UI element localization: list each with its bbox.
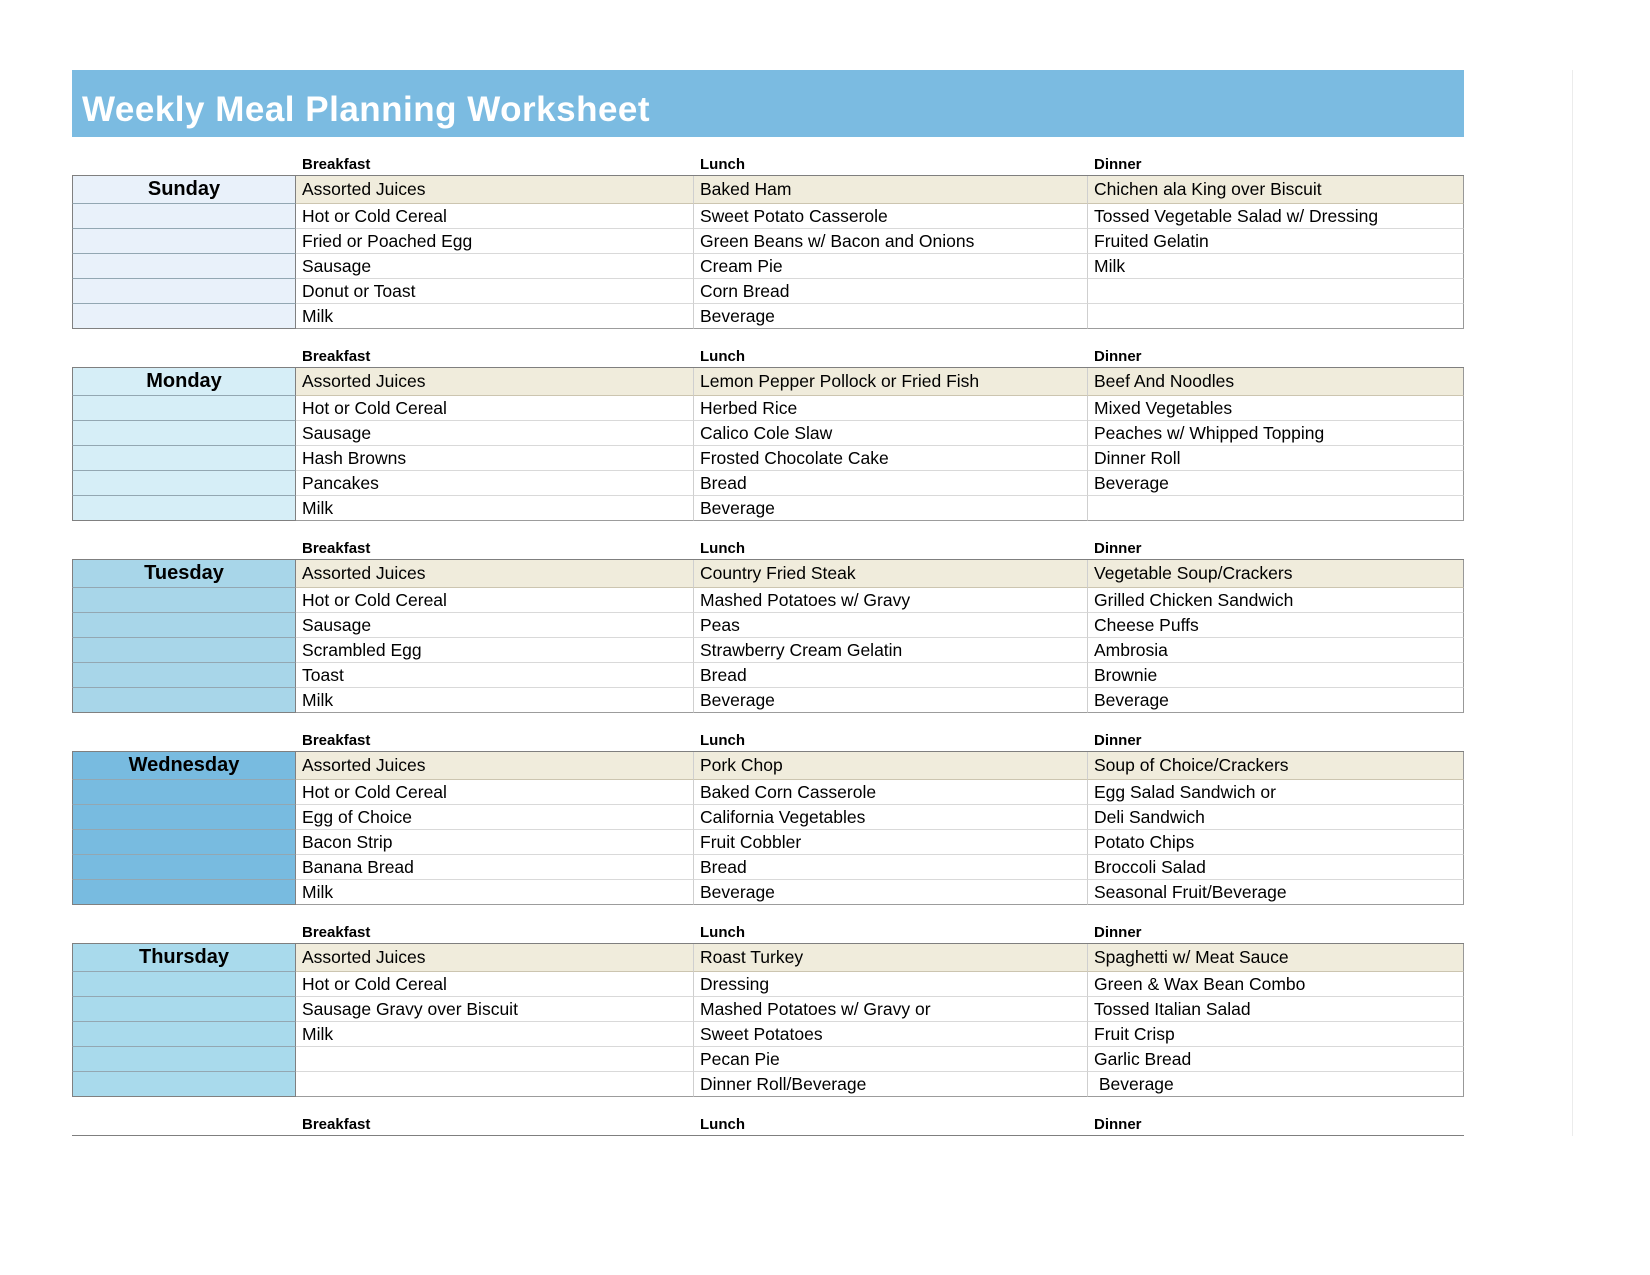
cell-wednesday-lunch-3[interactable]: Fruit Cobbler: [694, 830, 1088, 855]
cell-monday-dinner-5[interactable]: [1088, 496, 1464, 521]
table-row-tuesday-3: [72, 638, 1464, 663]
day-cell-tuesday[interactable]: [72, 638, 296, 663]
cell-thursday-lunch-0[interactable]: Roast Turkey: [694, 944, 1088, 972]
cell-sunday-lunch-5[interactable]: Beverage: [694, 304, 1088, 329]
cell-sunday-dinner-4[interactable]: [1088, 279, 1464, 304]
cell-wednesday-breakfast-2[interactable]: Egg of Choice: [296, 805, 694, 830]
table-row-tuesday-5: [72, 688, 1464, 713]
cell-wednesday-breakfast-1[interactable]: Hot or Cold Cereal: [296, 780, 694, 805]
cell-tuesday-breakfast-2[interactable]: Sausage: [296, 613, 694, 638]
table-row-thursday-5: [72, 1072, 1464, 1097]
background-gridline: [1572, 70, 1573, 1136]
trailing-header-block: [72, 1097, 1464, 1136]
cell-thursday-lunch-4[interactable]: Pecan Pie: [694, 1047, 1088, 1072]
wednesday-meal-header-row: [72, 728, 1464, 752]
cell-tuesday-breakfast-1[interactable]: Hot or Cold Cereal: [296, 588, 694, 613]
cell-wednesday-dinner-3[interactable]: Potato Chips: [1088, 830, 1464, 855]
cell-thursday-dinner-1[interactable]: Green & Wax Bean Combo: [1088, 972, 1464, 997]
cell-tuesday-lunch-2[interactable]: Peas: [694, 613, 1088, 638]
cell-wednesday-breakfast-5[interactable]: Milk: [296, 880, 694, 905]
cell-tuesday-dinner-1[interactable]: Grilled Chicken Sandwich: [1088, 588, 1464, 613]
tuesday-meal-header-lunch[interactable]: Lunch: [694, 536, 1088, 560]
day-cell-wednesday[interactable]: [72, 805, 296, 830]
sunday-header-spacer-cell[interactable]: [72, 152, 296, 176]
cell-monday-lunch-3[interactable]: Frosted Chocolate Cake: [694, 446, 1088, 471]
day-cell-monday[interactable]: Monday: [72, 368, 296, 396]
cell-sunday-breakfast-4[interactable]: Donut or Toast: [296, 279, 694, 304]
table-row-monday-1: [72, 396, 1464, 421]
cell-wednesday-lunch-4[interactable]: Bread: [694, 855, 1088, 880]
cell-wednesday-breakfast-3[interactable]: Bacon Strip: [296, 830, 694, 855]
spacer-row: [72, 329, 1464, 344]
cell-tuesday-breakfast-0[interactable]: Assorted Juices: [296, 560, 694, 588]
cell-sunday-breakfast-1[interactable]: Hot or Cold Cereal: [296, 204, 694, 229]
cell-sunday-dinner-1[interactable]: Tossed Vegetable Salad w/ Dressing: [1088, 204, 1464, 229]
day-cell-monday[interactable]: [72, 496, 296, 521]
table-row-wednesday-3: [72, 830, 1464, 855]
cell-tuesday-breakfast-3[interactable]: Scrambled Egg: [296, 638, 694, 663]
cell-thursday-dinner-0[interactable]: Spaghetti w/ Meat Sauce: [1088, 944, 1464, 972]
spacer-row: [72, 521, 1464, 536]
spacer-row: [72, 713, 1464, 728]
sunday-meal-header-lunch[interactable]: Lunch: [694, 152, 1088, 176]
cell-thursday-breakfast-4[interactable]: [296, 1047, 694, 1072]
day-cell-monday[interactable]: [72, 471, 296, 496]
tuesday-meal-header-dinner[interactable]: Dinner: [1088, 536, 1464, 560]
cell-monday-breakfast-1[interactable]: Hot or Cold Cereal: [296, 396, 694, 421]
wednesday-meal-header-dinner[interactable]: Dinner: [1088, 728, 1464, 752]
cell-wednesday-breakfast-0[interactable]: Assorted Juices: [296, 752, 694, 780]
spreadsheet: [72, 70, 1464, 1136]
day-block-monday: [72, 329, 1464, 521]
table-row-monday-3: [72, 446, 1464, 471]
tuesday-header-spacer-cell[interactable]: [72, 536, 296, 560]
cell-sunday-dinner-5[interactable]: [1088, 304, 1464, 329]
cell-tuesday-lunch-3[interactable]: Strawberry Cream Gelatin: [694, 638, 1088, 663]
table-row-thursday-1: [72, 972, 1464, 997]
cell-wednesday-lunch-5[interactable]: Beverage: [694, 880, 1088, 905]
day-cell-sunday[interactable]: [72, 229, 296, 254]
trailing-meal-header-breakfast[interactable]: Breakfast: [296, 1112, 694, 1136]
table-row-sunday-2: [72, 229, 1464, 254]
table-row-monday-2: [72, 421, 1464, 446]
cell-monday-lunch-0[interactable]: Lemon Pepper Pollock or Fried Fish: [694, 368, 1088, 396]
cell-monday-dinner-2[interactable]: Peaches w/ Whipped Topping: [1088, 421, 1464, 446]
cell-monday-dinner-0[interactable]: Beef And Noodles: [1088, 368, 1464, 396]
cell-monday-lunch-5[interactable]: Beverage: [694, 496, 1088, 521]
day-cell-wednesday[interactable]: [72, 880, 296, 905]
monday-meal-header-dinner[interactable]: Dinner: [1088, 344, 1464, 368]
cell-tuesday-dinner-4[interactable]: Brownie: [1088, 663, 1464, 688]
table-row-tuesday-4: [72, 663, 1464, 688]
day-cell-thursday[interactable]: [72, 1072, 296, 1097]
trailing-meal-header-dinner[interactable]: Dinner: [1088, 1112, 1464, 1136]
thursday-meal-header-dinner[interactable]: Dinner: [1088, 920, 1464, 944]
day-cell-sunday[interactable]: [72, 279, 296, 304]
cell-wednesday-lunch-0[interactable]: Pork Chop: [694, 752, 1088, 780]
cell-tuesday-breakfast-4[interactable]: Toast: [296, 663, 694, 688]
thursday-header-spacer-cell[interactable]: [72, 920, 296, 944]
day-block-thursday: [72, 905, 1464, 1097]
day-cell-wednesday[interactable]: Wednesday: [72, 752, 296, 780]
table-row-sunday-1: [72, 204, 1464, 229]
cell-sunday-lunch-3[interactable]: Cream Pie: [694, 254, 1088, 279]
sunday-meal-header-dinner[interactable]: Dinner: [1088, 152, 1464, 176]
day-cell-wednesday[interactable]: [72, 780, 296, 805]
cell-wednesday-dinner-1[interactable]: Egg Salad Sandwich or: [1088, 780, 1464, 805]
cell-tuesday-dinner-2[interactable]: Cheese Puffs: [1088, 613, 1464, 638]
cell-monday-breakfast-2[interactable]: Sausage: [296, 421, 694, 446]
cell-thursday-lunch-2[interactable]: Mashed Potatoes w/ Gravy or: [694, 997, 1088, 1022]
day-cell-monday[interactable]: [72, 446, 296, 471]
table-row-thursday-2: [72, 997, 1464, 1022]
day-cell-sunday[interactable]: Sunday: [72, 176, 296, 204]
day-cell-wednesday[interactable]: [72, 855, 296, 880]
day-cell-thursday[interactable]: [72, 1022, 296, 1047]
day-cell-thursday[interactable]: [72, 997, 296, 1022]
cell-wednesday-lunch-2[interactable]: California Vegetables: [694, 805, 1088, 830]
table-row-tuesday-0: [72, 560, 1464, 588]
cell-sunday-lunch-1[interactable]: Sweet Potato Casserole: [694, 204, 1088, 229]
day-cell-monday[interactable]: [72, 421, 296, 446]
monday-meal-header-lunch[interactable]: Lunch: [694, 344, 1088, 368]
trailing-header-spacer-cell[interactable]: [72, 1112, 296, 1136]
cell-sunday-breakfast-3[interactable]: Sausage: [296, 254, 694, 279]
table-row-sunday-0: [72, 176, 1464, 204]
day-cell-thursday[interactable]: [72, 1047, 296, 1072]
cell-thursday-lunch-1[interactable]: Dressing: [694, 972, 1088, 997]
thursday-meal-header-breakfast[interactable]: Breakfast: [296, 920, 694, 944]
table-row-thursday-3: [72, 1022, 1464, 1047]
table-row-tuesday-2: [72, 613, 1464, 638]
page-title: Weekly Meal Planning Worksheet: [82, 90, 651, 129]
day-cell-monday[interactable]: [72, 396, 296, 421]
day-cell-tuesday[interactable]: [72, 613, 296, 638]
title-bar: [72, 70, 1464, 137]
spacer-row: [72, 1097, 1464, 1112]
cell-tuesday-lunch-4[interactable]: Bread: [694, 663, 1088, 688]
cell-wednesday-dinner-0[interactable]: Soup of Choice/Crackers: [1088, 752, 1464, 780]
cell-monday-dinner-1[interactable]: Mixed Vegetables: [1088, 396, 1464, 421]
cell-thursday-dinner-2[interactable]: Tossed Italian Salad: [1088, 997, 1464, 1022]
table-row-wednesday-2: [72, 805, 1464, 830]
cell-sunday-lunch-0[interactable]: Baked Ham: [694, 176, 1088, 204]
table-row-sunday-4: [72, 279, 1464, 304]
cell-thursday-breakfast-0[interactable]: Assorted Juices: [296, 944, 694, 972]
cell-tuesday-lunch-1[interactable]: Mashed Potatoes w/ Gravy: [694, 588, 1088, 613]
cell-thursday-dinner-5[interactable]: Beverage: [1088, 1072, 1464, 1097]
cell-wednesday-dinner-5[interactable]: Seasonal Fruit/Beverage: [1088, 880, 1464, 905]
table-row-wednesday-5: [72, 880, 1464, 905]
cell-monday-lunch-1[interactable]: Herbed Rice: [694, 396, 1088, 421]
cell-wednesday-dinner-2[interactable]: Deli Sandwich: [1088, 805, 1464, 830]
cell-monday-dinner-3[interactable]: Dinner Roll: [1088, 446, 1464, 471]
wednesday-header-spacer-cell[interactable]: [72, 728, 296, 752]
day-cell-wednesday[interactable]: [72, 830, 296, 855]
trailing-meal-header-lunch[interactable]: Lunch: [694, 1112, 1088, 1136]
table-row-monday-4: [72, 471, 1464, 496]
day-blocks-container: [72, 137, 1464, 1136]
table-row-wednesday-0: [72, 752, 1464, 780]
cell-sunday-dinner-0[interactable]: Chichen ala King over Biscuit: [1088, 176, 1464, 204]
cell-thursday-breakfast-3[interactable]: Milk: [296, 1022, 694, 1047]
cell-sunday-lunch-2[interactable]: Green Beans w/ Bacon and Onions: [694, 229, 1088, 254]
cell-sunday-breakfast-0[interactable]: Assorted Juices: [296, 176, 694, 204]
cell-monday-lunch-2[interactable]: Calico Cole Slaw: [694, 421, 1088, 446]
day-block-wednesday: [72, 713, 1464, 905]
monday-meal-header-breakfast[interactable]: Breakfast: [296, 344, 694, 368]
cell-sunday-breakfast-2[interactable]: Fried or Poached Egg: [296, 229, 694, 254]
table-row-monday-5: [72, 496, 1464, 521]
day-cell-thursday[interactable]: Thursday: [72, 944, 296, 972]
cell-tuesday-lunch-5[interactable]: Beverage: [694, 688, 1088, 713]
cell-wednesday-lunch-1[interactable]: Baked Corn Casserole: [694, 780, 1088, 805]
table-row-monday-0: [72, 368, 1464, 396]
monday-meal-header-row: [72, 344, 1464, 368]
table-row-thursday-0: [72, 944, 1464, 972]
cell-sunday-lunch-4[interactable]: Corn Bread: [694, 279, 1088, 304]
cell-wednesday-dinner-4[interactable]: Broccoli Salad: [1088, 855, 1464, 880]
table-row-thursday-4: [72, 1047, 1464, 1072]
trailing-meal-header-row: [72, 1112, 1464, 1136]
tuesday-meal-header-breakfast[interactable]: Breakfast: [296, 536, 694, 560]
thursday-meal-header-lunch[interactable]: Lunch: [694, 920, 1088, 944]
table-row-wednesday-1: [72, 780, 1464, 805]
cell-thursday-dinner-3[interactable]: Fruit Crisp: [1088, 1022, 1464, 1047]
day-cell-tuesday[interactable]: [72, 588, 296, 613]
cell-monday-breakfast-4[interactable]: Pancakes: [296, 471, 694, 496]
day-cell-sunday[interactable]: [72, 304, 296, 329]
table-row-sunday-5: [72, 304, 1464, 329]
wednesday-meal-header-lunch[interactable]: Lunch: [694, 728, 1088, 752]
cell-tuesday-breakfast-5[interactable]: Milk: [296, 688, 694, 713]
day-block-sunday: [72, 137, 1464, 329]
cell-tuesday-dinner-5[interactable]: Beverage: [1088, 688, 1464, 713]
sunday-meal-header-row: [72, 152, 1464, 176]
tuesday-meal-header-row: [72, 536, 1464, 560]
spacer-row: [72, 905, 1464, 920]
cell-sunday-dinner-3[interactable]: Milk: [1088, 254, 1464, 279]
table-row-tuesday-1: [72, 588, 1464, 613]
day-cell-thursday[interactable]: [72, 972, 296, 997]
day-cell-tuesday[interactable]: [72, 663, 296, 688]
table-row-sunday-3: [72, 254, 1464, 279]
cell-tuesday-dinner-0[interactable]: Vegetable Soup/Crackers: [1088, 560, 1464, 588]
sunday-meal-header-breakfast[interactable]: Breakfast: [296, 152, 694, 176]
cell-thursday-lunch-3[interactable]: Sweet Potatoes: [694, 1022, 1088, 1047]
cell-sunday-dinner-2[interactable]: Fruited Gelatin: [1088, 229, 1464, 254]
day-cell-sunday[interactable]: [72, 254, 296, 279]
cell-monday-breakfast-5[interactable]: Milk: [296, 496, 694, 521]
cell-sunday-breakfast-5[interactable]: Milk: [296, 304, 694, 329]
wednesday-meal-header-breakfast[interactable]: Breakfast: [296, 728, 694, 752]
cell-wednesday-breakfast-4[interactable]: Banana Bread: [296, 855, 694, 880]
day-cell-tuesday[interactable]: [72, 688, 296, 713]
cell-monday-dinner-4[interactable]: Beverage: [1088, 471, 1464, 496]
spacer-row: [72, 137, 1464, 152]
day-cell-sunday[interactable]: [72, 204, 296, 229]
cell-thursday-breakfast-5[interactable]: [296, 1072, 694, 1097]
cell-thursday-lunch-5[interactable]: Dinner Roll/Beverage: [694, 1072, 1088, 1097]
monday-header-spacer-cell[interactable]: [72, 344, 296, 368]
cell-thursday-breakfast-2[interactable]: Sausage Gravy over Biscuit: [296, 997, 694, 1022]
cell-monday-breakfast-0[interactable]: Assorted Juices: [296, 368, 694, 396]
thursday-meal-header-row: [72, 920, 1464, 944]
day-cell-tuesday[interactable]: Tuesday: [72, 560, 296, 588]
cell-monday-breakfast-3[interactable]: Hash Browns: [296, 446, 694, 471]
cell-thursday-breakfast-1[interactable]: Hot or Cold Cereal: [296, 972, 694, 997]
cell-monday-lunch-4[interactable]: Bread: [694, 471, 1088, 496]
cell-thursday-dinner-4[interactable]: Garlic Bread: [1088, 1047, 1464, 1072]
cell-tuesday-dinner-3[interactable]: Ambrosia: [1088, 638, 1464, 663]
cell-tuesday-lunch-0[interactable]: Country Fried Steak: [694, 560, 1088, 588]
table-row-wednesday-4: [72, 855, 1464, 880]
day-block-tuesday: [72, 521, 1464, 713]
